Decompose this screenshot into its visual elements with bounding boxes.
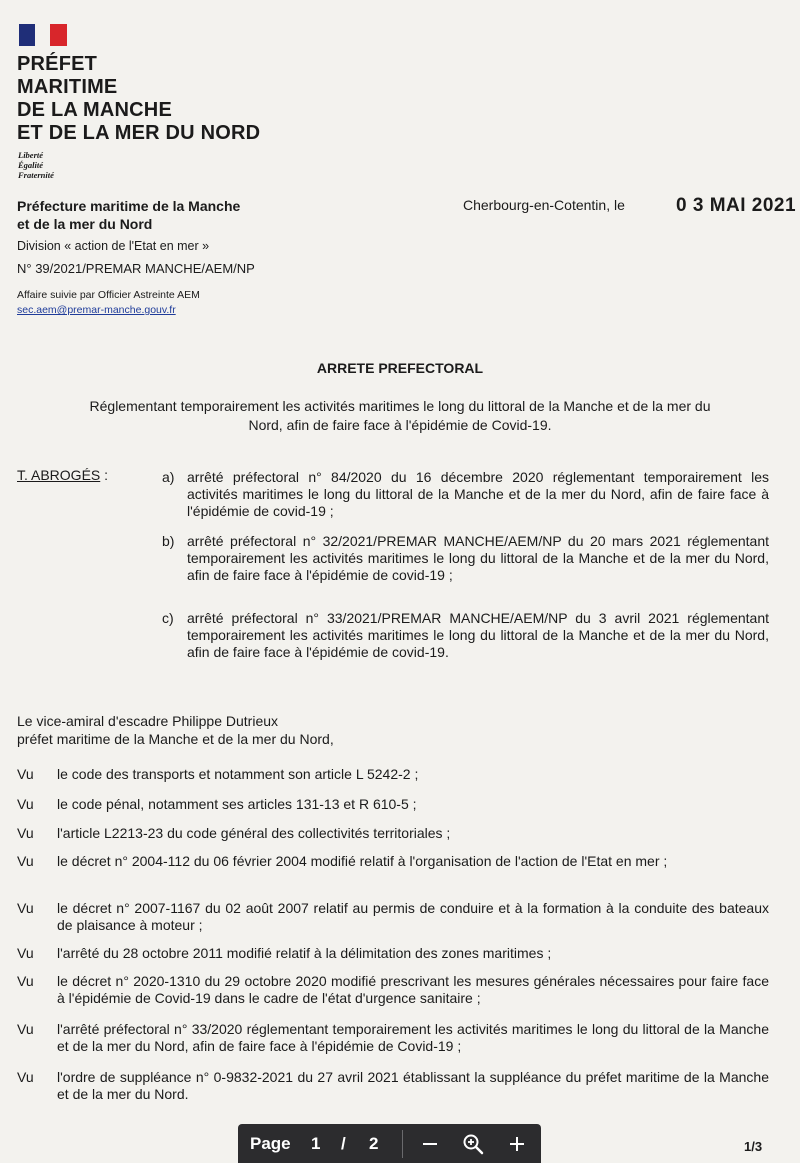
- preamble: [17, 712, 334, 748]
- vu-item: [17, 973, 769, 1007]
- abroge-letter: a): [162, 469, 175, 485]
- vu-label: Vu: [17, 900, 34, 916]
- vu-text: le décret n° 2020-1310 du 29 octobre 2020 modifié prescrivant les mesures générales nécessaires pour faire face à l'épidémie de Covid-19 dans le cadre de l'état d'urgence sanitaire ;: [57, 973, 769, 1006]
- vu-label: Vu: [17, 1021, 34, 1037]
- vu-item: [17, 766, 769, 783]
- page-label: Page: [250, 1134, 291, 1153]
- abroge-item: [162, 533, 769, 584]
- sender-line: et de la mer du Nord: [17, 216, 153, 232]
- abroge-text: arrêté préfectoral n° 33/2021/PREMAR MANCHE/AEM/NP du 3 avril 2021 réglementant temporairement les activités maritimes le long du littoral de la Manche et de la mer du Nord, afin de faire face à l'épidémie de covid-19.: [187, 610, 769, 660]
- abroge-item: [162, 469, 769, 520]
- vu-label: Vu: [17, 945, 34, 961]
- place-label: Cherbourg-en-Cotentin, le: [463, 197, 625, 213]
- total-pages: 2: [369, 1134, 379, 1153]
- toolbar-divider: [402, 1130, 403, 1158]
- magnifier-plus-icon: [462, 1133, 484, 1155]
- vu-text: l'ordre de suppléance n° 0-9832-2021 du 27 avril 2021 établissant la suppléance du préfet maritime de la Manche et de la mer du Nord.: [57, 1069, 769, 1102]
- logo-line: MARITIME: [17, 76, 118, 98]
- motto-line: Fraternité: [18, 170, 54, 180]
- document-title: ARRETE PREFECTORAL: [316, 360, 484, 376]
- abroges-colon: :: [100, 467, 109, 483]
- division-label: Division « action de l'Etat en mer »: [17, 239, 210, 253]
- abroge-item: [162, 610, 769, 661]
- abroge-text: arrêté préfectoral n° 32/2021/PREMAR MANCHE/AEM/NP du 20 mars 2021 réglementant temporairement les activités maritimes le long du littoral de la Manche et de la mer du Nord, afin de faire face à l'épidémie de covid-19 ;: [187, 533, 769, 583]
- republic-motto: [18, 150, 54, 180]
- vu-item: [17, 825, 769, 842]
- prefet-maritime-logo-text: [17, 53, 260, 145]
- motto-line: Égalité: [18, 160, 44, 170]
- vu-item: [17, 796, 769, 813]
- vu-item: [17, 853, 769, 870]
- minus-icon: [421, 1135, 439, 1153]
- vu-label: Vu: [17, 853, 34, 869]
- vu-label: Vu: [17, 766, 34, 782]
- preamble-line: Le vice-amiral d'escadre Philippe Dutrieux: [17, 713, 279, 729]
- contact-email-link[interactable]: sec.aem@premar-manche.gouv.fr: [17, 304, 176, 316]
- reference-number: N° 39/2021/PREMAR MANCHE/AEM/NP: [17, 261, 255, 276]
- logo-line: ET DE LA MER DU NORD: [17, 122, 261, 144]
- vu-item: [17, 1069, 769, 1103]
- document-subtitle: [20, 397, 780, 435]
- subtitle-line: Nord, afin de faire face à l'épidémie de Covid-19.: [248, 417, 552, 433]
- flag-blue-band: [19, 24, 35, 46]
- current-page-input[interactable]: 1: [311, 1134, 321, 1153]
- plus-icon: [508, 1135, 526, 1153]
- pdf-viewer-toolbar: [238, 1124, 541, 1163]
- vu-item: [17, 945, 769, 962]
- vu-item: [17, 1021, 769, 1055]
- preamble-line: préfet maritime de la Manche et de la mer du Nord,: [17, 731, 334, 747]
- republic-flag-logo: [19, 24, 67, 46]
- motto-line: Liberté: [18, 150, 44, 160]
- date-stamp: 0 3 MAI 2021: [676, 195, 797, 216]
- vu-text: le code pénal, notamment ses articles 131-13 et R 610-5 ;: [57, 796, 417, 812]
- zoom-button[interactable]: [457, 1130, 489, 1158]
- page-counter: 1/3: [744, 1139, 763, 1154]
- vu-text: le code des transports et notamment son article L 5242-2 ;: [57, 766, 419, 782]
- page-separator: /: [341, 1134, 346, 1153]
- vu-text: le décret n° 2007-1167 du 02 août 2007 relatif au permis de conduire et à la formation à la conduite des bateaux de plaisance à moteur ;: [57, 900, 769, 933]
- sender-block: [17, 197, 240, 233]
- abroges-label-text: T. ABROGÉS: [17, 467, 101, 483]
- vu-text: l'arrêté du 28 octobre 2011 modifié relatif à la délimitation des zones maritimes ;: [57, 945, 552, 961]
- vu-label: Vu: [17, 1069, 34, 1085]
- sender-line: Préfecture maritime de la Manche: [17, 198, 241, 214]
- vu-item: [17, 900, 769, 934]
- zoom-in-button[interactable]: [501, 1130, 533, 1158]
- logo-line: PRÉFET: [17, 53, 98, 75]
- abroge-text: arrêté préfectoral n° 84/2020 du 16 décembre 2020 réglementant temporairement les activités maritimes le long du littoral de la Manche et de la mer du Nord, afin de faire face à l'épidémie de covid-19 ;: [187, 469, 769, 519]
- abroges-label: [17, 467, 108, 483]
- flag-white-band: [35, 24, 50, 46]
- vu-label: Vu: [17, 825, 34, 841]
- abroge-letter: b): [162, 533, 175, 549]
- subtitle-line: Réglementant temporairement les activités maritimes le long du littoral de la Manche et de la mer du: [89, 398, 711, 414]
- affaire-suivie-label: Affaire suivie par Officier Astreinte AEM: [17, 289, 200, 301]
- vu-text: le décret n° 2004-112 du 06 février 2004 modifié relatif à l'organisation de l'action de l'Etat en mer ;: [57, 853, 668, 869]
- vu-text: l'arrêté préfectoral n° 33/2020 réglementant temporairement les activités maritimes le long du littoral de la Manche et de la mer du Nord, afin de faire face à l'épidémie de Covid-19 ;: [57, 1021, 769, 1054]
- flag-red-band: [50, 24, 67, 46]
- vu-label: Vu: [17, 796, 34, 812]
- vu-text: l'article L2213-23 du code général des collectivités territoriales ;: [57, 825, 451, 841]
- zoom-out-button[interactable]: [414, 1130, 446, 1158]
- vu-label: Vu: [17, 973, 34, 989]
- logo-line: DE LA MANCHE: [17, 99, 172, 121]
- abroge-letter: c): [162, 610, 174, 626]
